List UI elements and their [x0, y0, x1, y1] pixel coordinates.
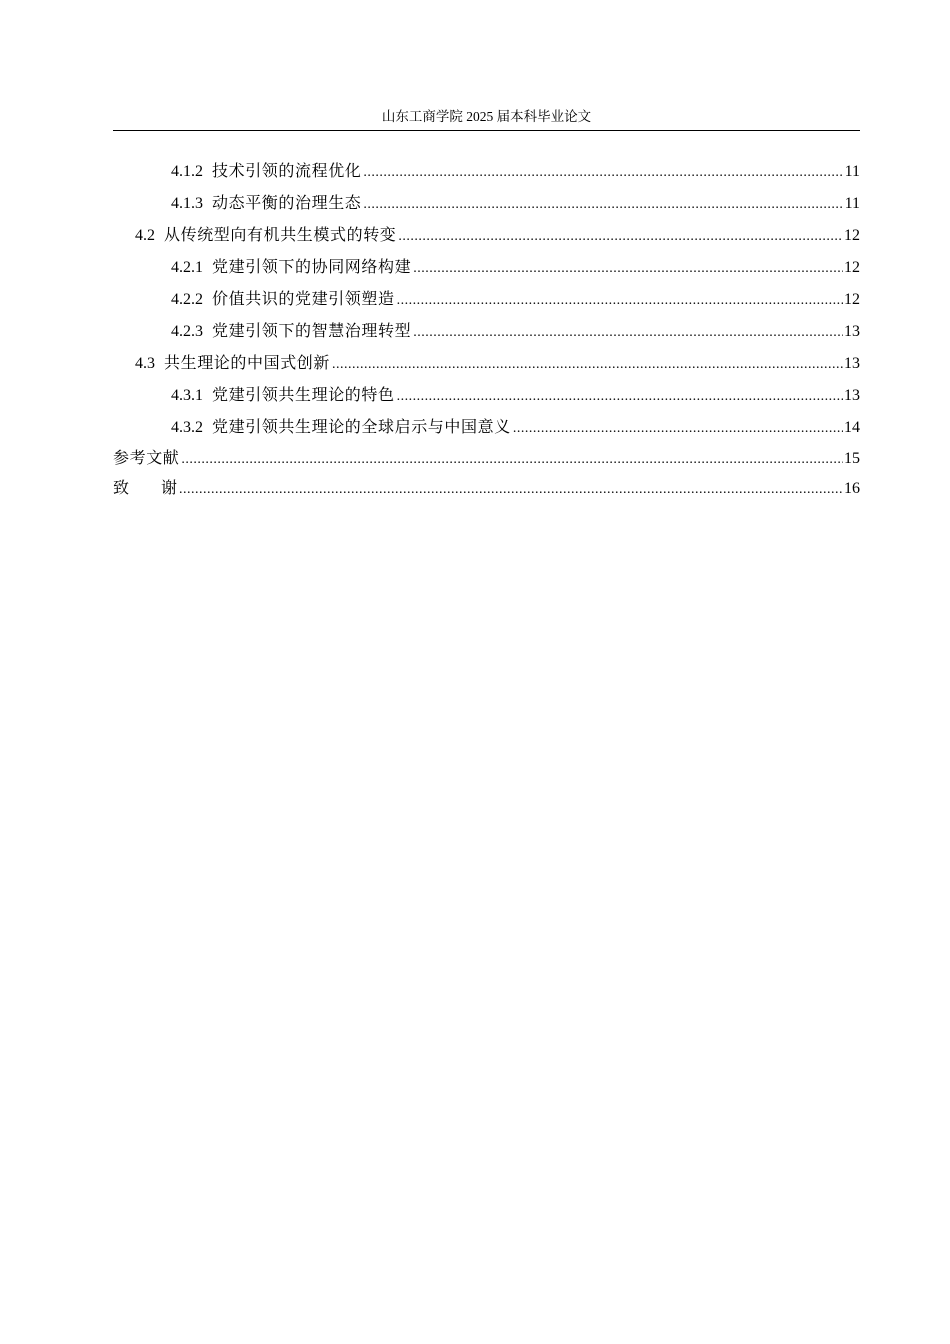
toc-entry-page: 13 [844, 355, 860, 372]
toc-dot-leader [363, 189, 843, 221]
toc-dot-leader [332, 349, 843, 381]
toc-entry-page: 11 [844, 163, 860, 180]
toc-entry-4-2-3[interactable] [113, 316, 860, 348]
toc-entry-page: 12 [844, 291, 860, 308]
toc-entry-references[interactable] [113, 444, 860, 474]
toc-entry-page: 15 [844, 450, 860, 467]
toc-entry-number: 4.3.2 [171, 419, 203, 436]
toc-dot-leader [513, 413, 843, 445]
toc-entry-page: 12 [844, 259, 860, 276]
toc-entry-4-3-2[interactable] [113, 412, 860, 444]
toc-entry-title: 价值共识的党建引领塑造 [212, 291, 395, 308]
toc-entry-title: 参考文献 [113, 450, 180, 467]
toc-entry-4-2-1[interactable] [113, 252, 860, 284]
toc-entry-title: 党建引领共生理论的全球启示与中国意义 [212, 419, 511, 436]
toc-entry-4-1-2[interactable] [113, 156, 860, 188]
toc-entry-4-3[interactable] [113, 348, 860, 380]
toc-dot-leader [181, 445, 843, 475]
header-text: 山东工商学院 2025 届本科毕业论文 [381, 109, 592, 124]
toc-dot-leader [397, 285, 843, 317]
toc-entry-title: 共生理论的中国式创新 [164, 355, 331, 372]
toc-dot-leader [398, 221, 843, 253]
page-header [113, 108, 860, 131]
toc-dot-leader [397, 381, 843, 413]
toc-entry-page: 13 [844, 387, 860, 404]
toc-entry-number: 4.2.3 [171, 323, 203, 340]
toc-entry-title [113, 474, 177, 504]
toc-entry-page: 11 [844, 195, 860, 212]
toc-title-char: 谢 [161, 480, 178, 497]
toc-entry-4-3-1[interactable] [113, 380, 860, 412]
toc-entry-page: 13 [844, 323, 860, 340]
table-of-contents [113, 156, 860, 504]
toc-entry-number: 4.2.1 [171, 259, 203, 276]
toc-dot-leader [413, 253, 843, 285]
toc-entry-number: 4.3 [135, 355, 155, 372]
toc-entry-4-2[interactable] [113, 220, 860, 252]
toc-entry-number: 4.2.2 [171, 291, 203, 308]
toc-dot-leader [179, 475, 843, 505]
toc-dot-leader [413, 317, 843, 349]
toc-entry-title: 从传统型向有机共生模式的转变 [164, 227, 397, 244]
toc-entry-page: 14 [844, 419, 860, 436]
toc-entry-title: 党建引领下的智慧治理转型 [212, 323, 412, 340]
toc-entry-4-2-2[interactable] [113, 284, 860, 316]
toc-entry-number: 4.1.3 [171, 195, 203, 212]
toc-entry-page: 16 [844, 480, 860, 497]
toc-entry-title: 党建引领共生理论的特色 [212, 387, 395, 404]
toc-entry-page: 12 [844, 227, 860, 244]
toc-entry-title: 党建引领下的协同网络构建 [212, 259, 412, 276]
toc-entry-number: 4.1.2 [171, 163, 203, 180]
toc-entry-number: 4.2 [135, 227, 155, 244]
toc-entry-acknowledgements[interactable] [113, 474, 860, 504]
toc-entry-title: 技术引领的流程优化 [212, 163, 362, 180]
toc-entry-4-1-3[interactable] [113, 188, 860, 220]
toc-entry-title: 动态平衡的治理生态 [212, 195, 362, 212]
toc-entry-number: 4.3.1 [171, 387, 203, 404]
toc-dot-leader [363, 157, 843, 189]
toc-title-char: 致 [113, 480, 130, 497]
